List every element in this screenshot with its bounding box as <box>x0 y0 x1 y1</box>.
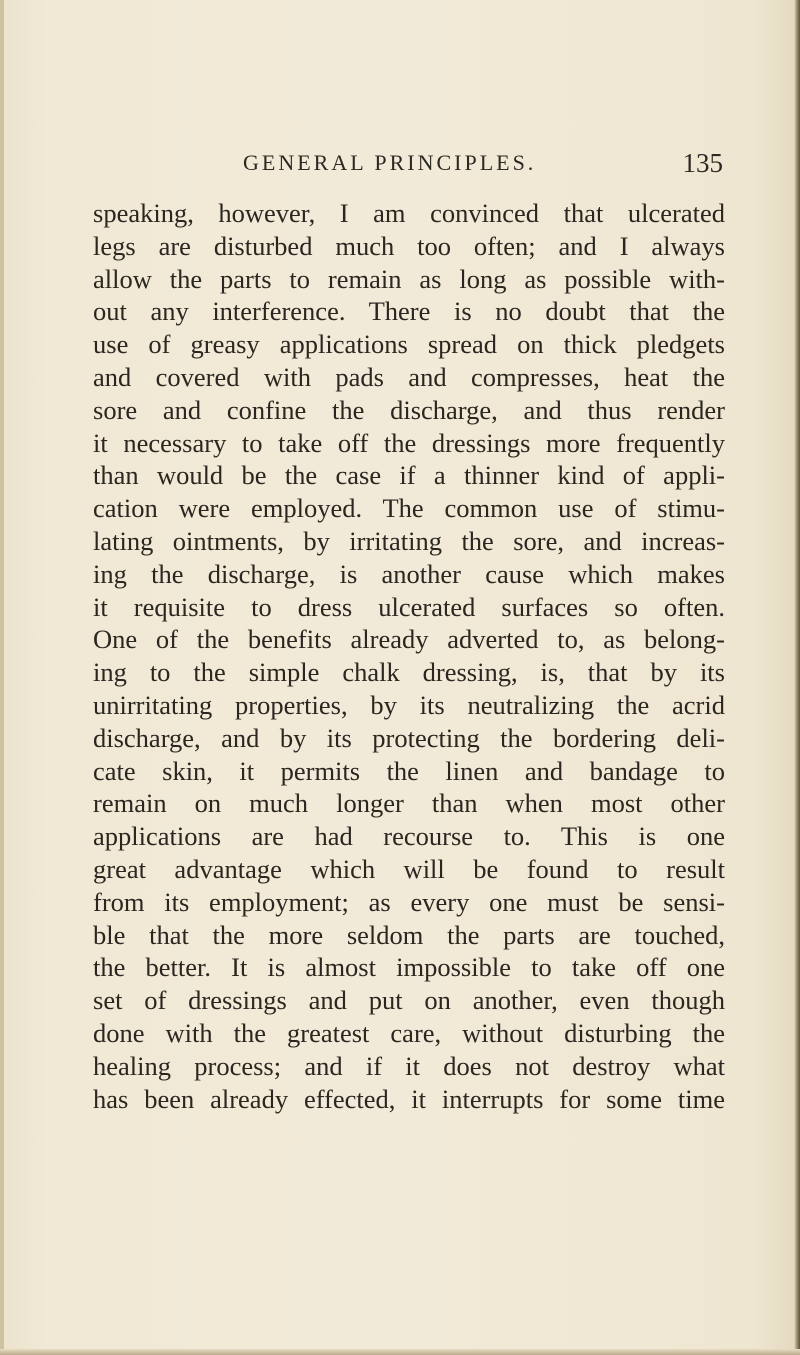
text-line: sore and confine the discharge, and thus render <box>93 394 725 425</box>
page-number: 135 <box>682 148 723 178</box>
text-line: great advantage which will be found to result <box>93 853 725 884</box>
text-line: it necessary to take off the dressings more frequently <box>93 427 725 458</box>
text-line: use of greasy applications spread on thick pledgets <box>93 329 725 360</box>
text-line: unirritating properties, by its neutralizing the acrid <box>93 689 725 720</box>
text-line: One of the benefits already adverted to, as belong- <box>93 624 725 655</box>
text-line: cate skin, it permits the linen and bandage to <box>93 755 725 786</box>
text-line: out any interference. There is no doubt that the <box>93 296 725 327</box>
page-right-edge <box>794 0 800 1355</box>
text-line: speaking, however, I am convinced that ulcerated <box>93 198 725 228</box>
text-line: the better. It is almost impossible to take off one <box>93 952 725 983</box>
text-line: than would be the case if a thinner kind of appli- <box>93 460 725 491</box>
text-line: and covered with pads and compresses, heat the <box>93 361 725 392</box>
text-line: has been already effected, it interrupts for some time <box>93 1083 725 1114</box>
text-line: ing to the simple chalk dressing, is, that by its <box>93 657 725 688</box>
text-line: legs are disturbed much too often; and I always <box>93 230 725 261</box>
text-line: cation were employed. The common use of stimu- <box>93 493 725 524</box>
page-left-edge <box>0 0 4 1355</box>
text-line: from its employment; as every one must be sensi- <box>93 886 725 917</box>
text-line: lating ointments, by irritating the sore, and increas- <box>93 525 725 556</box>
text-line: discharge, and by its protecting the bordering deli- <box>93 722 725 753</box>
running-head <box>93 150 723 180</box>
text-line: set of dressings and put on another, even though <box>93 985 725 1016</box>
text-line: allow the parts to remain as long as possible with- <box>93 263 725 294</box>
text-line: it requisite to dress ulcerated surfaces so often. <box>93 591 725 622</box>
text-line: remain on much longer than when most other <box>93 788 725 819</box>
body-text <box>93 197 725 1115</box>
text-line: healing process; and if it does not destroy what <box>93 1050 725 1081</box>
page-bottom-edge <box>0 1349 800 1355</box>
text-line: ing the discharge, is another cause which makes <box>93 558 725 589</box>
running-head-title: GENERAL PRINCIPLES. <box>243 150 537 175</box>
text-line: applications are had recourse to. This is one <box>93 821 725 852</box>
text-line: ble that the more seldom the parts are touched, <box>93 919 725 950</box>
text-line: done with the greatest care, without disturbing the <box>93 1017 725 1048</box>
